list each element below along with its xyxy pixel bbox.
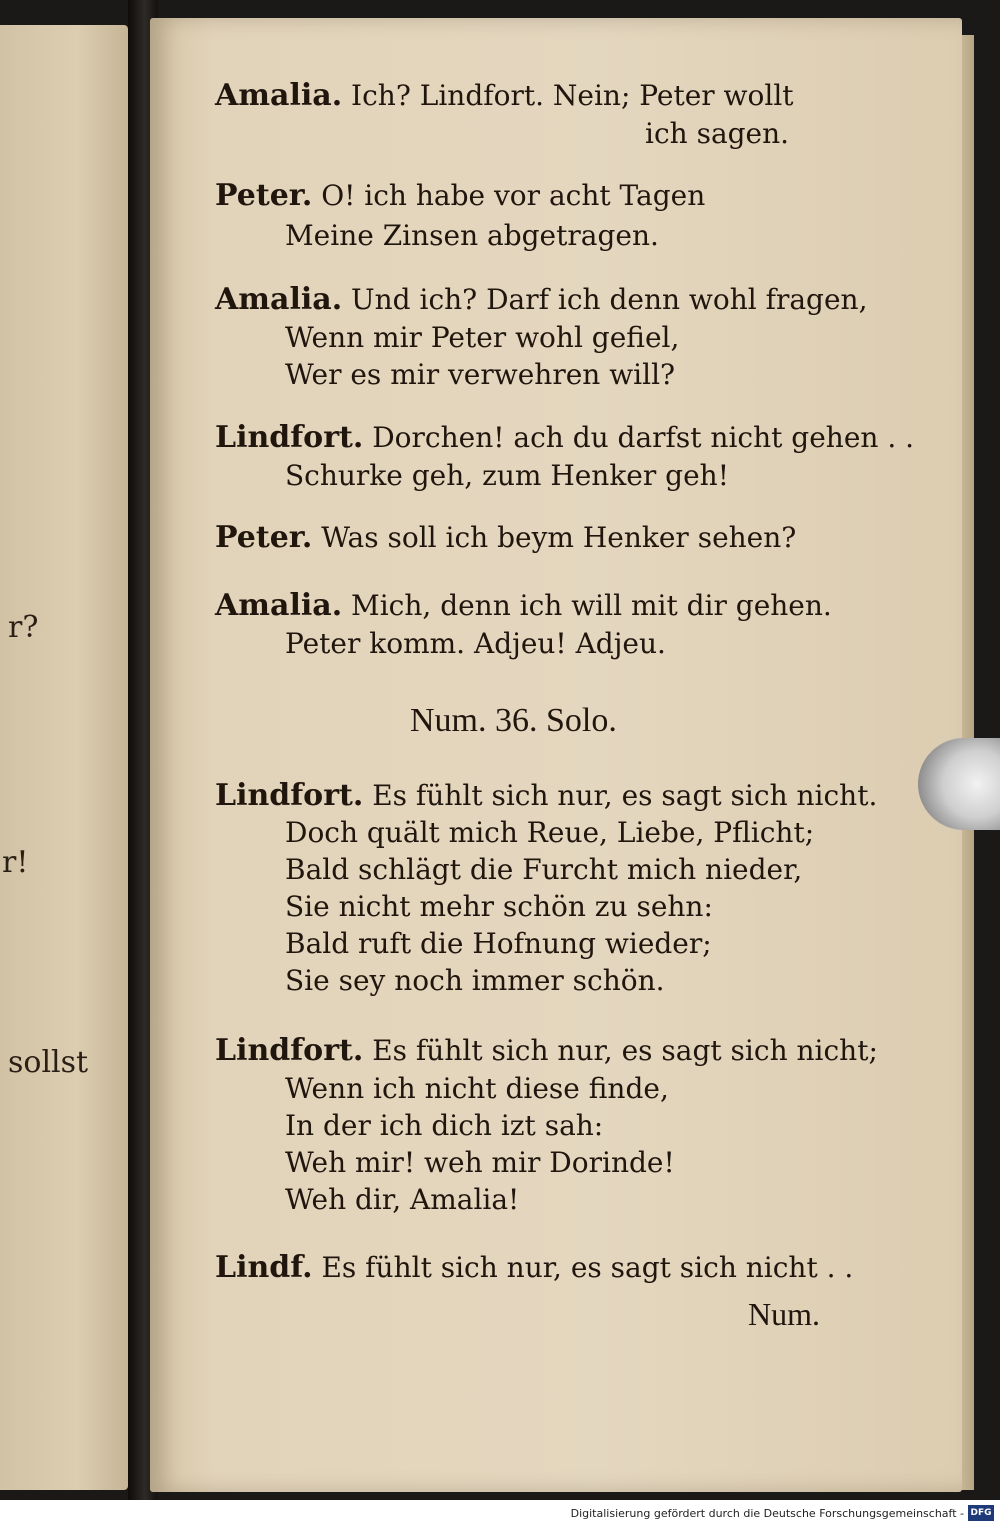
line-text: Peter komm. Adjeu! Adjeu.	[285, 627, 666, 660]
left-page-fragment: r?	[8, 610, 39, 645]
line-text: Es fühlt sich nur, es sagt sich nicht;	[372, 1034, 878, 1067]
section-heading: Num. 36. Solo.	[410, 702, 617, 739]
speaker-name: Peter.	[215, 520, 313, 555]
left-page-fragment: r!	[2, 845, 29, 880]
line-text: Ich? Lindfort. Nein; Peter wollt	[351, 79, 794, 112]
line-text: Weh mir! weh mir Dorinde!	[285, 1146, 675, 1179]
dialogue-line	[285, 1145, 675, 1181]
line-text: Dorchen! ach du darfst nicht gehen . .	[372, 421, 915, 454]
speaker-name: Peter.	[215, 178, 313, 213]
line-text: Wenn mir Peter wohl gefiel,	[285, 321, 680, 354]
dialogue-line	[215, 588, 832, 624]
line-text: Doch quält mich Reue, Liebe, Pflicht;	[285, 816, 815, 849]
line-text: In der ich dich izt sah:	[285, 1109, 604, 1142]
footer-credit: Digitalisierung gefördert durch die Deutsche Forschungsgemeinschaft -	[570, 1507, 964, 1520]
dfg-logo-icon: DFG	[968, 1505, 994, 1521]
catchword: Num.	[748, 1296, 820, 1332]
speaker-name: Lindfort.	[215, 778, 364, 813]
speaker-name: Lindfort.	[215, 420, 364, 455]
line-text: Es fühlt sich nur, es sagt sich nicht.	[372, 779, 878, 812]
dialogue-line	[285, 1182, 519, 1218]
line-text: Wer es mir verwehren will?	[285, 358, 676, 391]
line-text: Schurke geh, zum Henker geh!	[285, 459, 729, 492]
line-text: Wenn ich nicht diese finde,	[285, 1072, 669, 1105]
dialogue-line	[215, 520, 796, 556]
speaker-name: Lindfort.	[215, 1033, 364, 1068]
line-text: Bald ruft die Hofnung wieder;	[285, 927, 712, 960]
line-text: ich sagen.	[645, 117, 790, 150]
speaker-name: Lindf.	[215, 1250, 313, 1285]
dialogue-line	[285, 458, 729, 494]
dialogue-line	[215, 778, 877, 814]
line-text: O! ich habe vor acht Tagen	[321, 179, 706, 212]
line-text: Und ich? Darf ich denn wohl fragen,	[351, 283, 868, 316]
speaker-name: Amalia.	[215, 588, 343, 623]
dialogue-line	[285, 357, 675, 393]
dialogue-line	[285, 815, 814, 851]
dialogue-line	[285, 626, 666, 662]
dialogue-line	[215, 1033, 878, 1069]
dialogue-line	[215, 178, 705, 214]
dialogue-line	[285, 963, 665, 999]
speaker-name: Amalia.	[215, 282, 343, 317]
line-text: Bald schlägt die Furcht mich nieder,	[285, 853, 803, 886]
dialogue-line	[215, 282, 868, 318]
line-text: Was soll ich beym Henker sehen?	[321, 521, 797, 554]
dialogue-line	[285, 852, 802, 888]
dialogue-line	[215, 1250, 853, 1286]
dialogue-line	[285, 320, 679, 356]
line-text: Es fühlt sich nur, es sagt sich nicht . .	[321, 1251, 854, 1284]
line-text: Meine Zinsen abgetragen.	[285, 219, 659, 252]
dialogue-line	[285, 218, 659, 254]
dialogue-line	[215, 78, 794, 114]
line-text: Mich, denn ich will mit dir gehen.	[351, 589, 832, 622]
speaker-name: Amalia.	[215, 78, 343, 113]
dialogue-line	[285, 926, 712, 962]
dialogue-line	[285, 889, 713, 925]
dialogue-line	[285, 1071, 669, 1107]
dialogue-line	[645, 116, 789, 152]
dialogue-line	[215, 420, 914, 456]
dialogue-line	[285, 1108, 603, 1144]
line-text: Sie nicht mehr schön zu sehn:	[285, 890, 713, 923]
digitization-footer	[0, 1500, 1000, 1528]
line-text: Sie sey noch immer schön.	[285, 964, 665, 997]
line-text: Weh dir, Amalia!	[285, 1183, 520, 1216]
left-page-fragment: sollst	[8, 1045, 89, 1080]
